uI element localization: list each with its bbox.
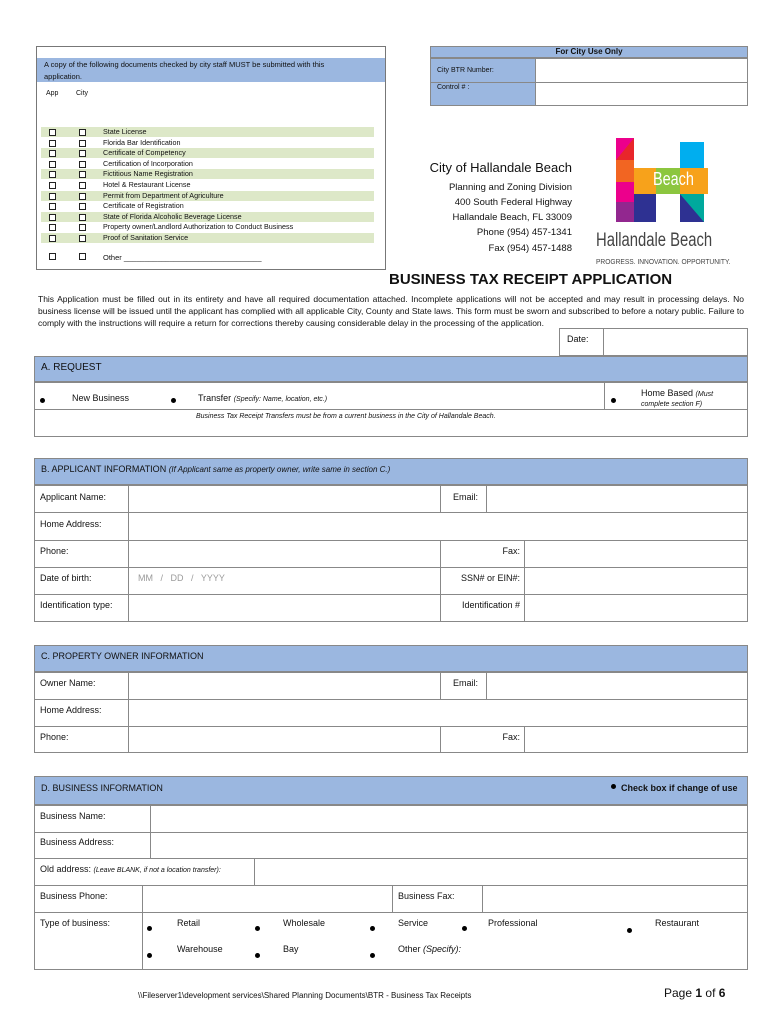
checklist-row xyxy=(41,180,374,190)
checklist-city-checkbox[interactable] xyxy=(79,193,86,200)
business-phone-label: Business Phone: xyxy=(40,891,108,901)
owner-fax-input[interactable] xyxy=(528,730,748,752)
type-other-label-wrap xyxy=(398,944,461,954)
section-b-title: B. APPLICANT INFORMATION xyxy=(41,464,167,474)
checklist-item-label: Certificate of Registration xyxy=(103,201,184,210)
checklist-row xyxy=(41,148,374,158)
owner-address-label: Home Address: xyxy=(40,705,102,715)
form-intro: This Application must be filled out in its entirety and have all required documentation attached. Incomplete applications will not be accepted and may result in processing delays. No business license will be issued until the applicant has complied with all applicable City, County and State laws. This form must be sworn and subscribed to before a notary public. Failure to comply with the instructions will require a return for corrections thereby causing considerable delay in the processing of the application. xyxy=(38,294,744,328)
type-wholesale-radio[interactable] xyxy=(255,926,260,931)
home-based-note2: complete section F) xyxy=(641,401,703,408)
business-fax-label: Business Fax: xyxy=(398,891,455,901)
business-phone-input[interactable] xyxy=(146,889,392,911)
city-division: Planning and Zoning Division xyxy=(448,182,572,193)
home-based-note1: (Must xyxy=(695,391,714,398)
old-address-input[interactable] xyxy=(258,862,748,884)
checklist-item-label: Proof of Sanitation Service xyxy=(103,233,189,242)
city-btr-input[interactable] xyxy=(538,62,747,80)
logo-tagline: PROGRESS. INNOVATION. OPPORTUNITY. xyxy=(596,259,731,266)
other-app-checkbox[interactable] xyxy=(49,253,56,260)
checklist-city-checkbox[interactable] xyxy=(79,129,86,136)
type-retail-radio[interactable] xyxy=(147,926,152,931)
checklist-item-label: Hotel & Restaurant License xyxy=(103,180,191,189)
other-city-checkbox[interactable] xyxy=(79,253,86,260)
type-warehouse-radio[interactable] xyxy=(147,953,152,958)
checklist-app-checkbox[interactable] xyxy=(49,129,56,136)
business-fax-input[interactable] xyxy=(486,889,748,911)
city-name: City of Hallandale Beach xyxy=(429,160,572,175)
checklist-app-checkbox[interactable] xyxy=(49,150,56,157)
new-business-radio[interactable] xyxy=(40,398,45,403)
transfer-text: Transfer xyxy=(198,393,232,403)
date-label: Date: xyxy=(567,334,589,344)
transfer-radio[interactable] xyxy=(171,398,176,403)
type-service-radio[interactable] xyxy=(370,926,375,931)
id-type-input[interactable] xyxy=(132,597,440,619)
applicant-phone-label: Phone: xyxy=(40,546,69,556)
ssn-input[interactable] xyxy=(528,570,748,592)
checklist-city-checkbox[interactable] xyxy=(79,214,86,221)
checklist-city-checkbox[interactable] xyxy=(79,140,86,147)
checklist-row xyxy=(41,169,374,179)
checklist-city-checkbox[interactable] xyxy=(79,182,86,189)
page-total: 6 xyxy=(718,986,726,1000)
city-fax: Fax (954) 457-1488 xyxy=(488,243,572,254)
applicant-name-label: Applicant Name: xyxy=(40,492,107,502)
dob-label: Date of birth: xyxy=(40,573,92,583)
type-wholesale-label: Wholesale xyxy=(283,918,326,928)
checklist-row xyxy=(41,201,374,211)
form-title: BUSINESS TAX RECEIPT APPLICATION xyxy=(389,271,673,288)
old-address-label: Old address: xyxy=(40,864,92,874)
ssn-label: SSN# or EIN#: xyxy=(460,573,520,583)
owner-name-input[interactable] xyxy=(132,676,440,698)
checklist-city-checkbox[interactable] xyxy=(79,224,86,231)
checklist-row xyxy=(41,159,374,169)
owner-phone-input[interactable] xyxy=(132,730,440,752)
checklist-item-label: Certification of Incorporation xyxy=(103,159,193,168)
type-other-input[interactable] xyxy=(486,942,748,964)
dob-placeholder[interactable]: MM / DD / YYYY xyxy=(138,573,225,583)
checklist-app-checkbox[interactable] xyxy=(49,140,56,147)
business-name-label: Business Name: xyxy=(40,811,106,821)
checklist-item-label: Property owner/Landlord Authorization to Conduct Business xyxy=(103,222,294,231)
checklist-city-checkbox[interactable] xyxy=(79,161,86,168)
id-number-input[interactable] xyxy=(528,597,748,619)
checklist-city-checkbox[interactable] xyxy=(79,203,86,210)
applicant-fax-label: Fax: xyxy=(502,546,520,556)
owner-fax-label: Fax: xyxy=(502,732,520,742)
section-a-title: A. REQUEST xyxy=(41,362,102,373)
owner-email-input[interactable] xyxy=(490,676,748,698)
checklist-header-text: A copy of the following documents checked by city staff MUST be submitted with this application. xyxy=(44,60,325,81)
type-other-specify: (Specify): xyxy=(423,944,462,954)
section-c-title: C. PROPERTY OWNER INFORMATION xyxy=(41,651,204,661)
change-of-use-label: Check box if change of use xyxy=(621,783,738,793)
checklist-item-label: Permit from Department of Agriculture xyxy=(103,191,224,200)
change-of-use-checkbox[interactable] xyxy=(611,784,616,789)
control-label: Control # : xyxy=(437,84,470,91)
checklist-item-label: Fictitious Name Registration xyxy=(103,169,193,178)
type-professional-label: Professional xyxy=(488,918,538,928)
city-address2: Hallandale Beach, FL 33009 xyxy=(452,212,572,223)
city-btr-label: City BTR Number: xyxy=(437,67,494,74)
hallandale-beach-logo xyxy=(596,138,736,272)
checklist-app-checkbox[interactable] xyxy=(49,171,56,178)
section-b-title-note: (If Applicant same as property owner, write same in section C.) xyxy=(168,465,391,474)
checklist-city-checkbox[interactable] xyxy=(79,150,86,157)
old-address-label-wrap xyxy=(40,864,221,874)
checklist-col-app: App xyxy=(46,90,59,97)
type-retail-label: Retail xyxy=(177,918,201,928)
type-professional-radio[interactable] xyxy=(462,926,467,931)
footer-path: \\Fileserver1\development services\Shared Planning Documents\BTR - Business Tax Receipts xyxy=(138,991,472,1000)
page-number xyxy=(664,986,725,1000)
owner-phone-label: Phone: xyxy=(40,732,69,742)
checklist-col-city: City xyxy=(76,90,89,97)
applicant-email-input[interactable] xyxy=(490,489,748,511)
type-restaurant-radio[interactable] xyxy=(627,928,632,933)
checklist-app-checkbox[interactable] xyxy=(49,214,56,221)
checklist-item-label: Florida Bar Identification xyxy=(103,138,181,147)
checklist-city-checkbox[interactable] xyxy=(79,171,86,178)
owner-address-input[interactable] xyxy=(132,703,748,725)
applicant-address-label: Home Address: xyxy=(40,519,102,529)
owner-name-label: Owner Name: xyxy=(40,678,96,688)
type-service-label: Service xyxy=(398,918,429,928)
id-number-label: Identification # xyxy=(461,600,520,610)
transfer-note: (Specify: Name, location, etc.) xyxy=(233,396,328,403)
checklist-row xyxy=(41,233,374,243)
type-warehouse-label: Warehouse xyxy=(177,944,223,954)
checklist-other: Other _________________________________ xyxy=(103,253,262,262)
applicant-address-input[interactable] xyxy=(132,516,748,538)
type-other-label: Other xyxy=(398,944,421,954)
type-of-business-label: Type of business: xyxy=(40,918,111,928)
new-business-label: New Business xyxy=(72,393,130,403)
checklist-city-checkbox[interactable] xyxy=(79,235,86,242)
business-address-input[interactable] xyxy=(154,835,748,857)
checklist-item-label: Certificate of Competency xyxy=(103,148,186,157)
checklist-app-checkbox[interactable] xyxy=(49,161,56,168)
checklist-app-checkbox[interactable] xyxy=(49,203,56,210)
home-based-radio[interactable] xyxy=(611,398,616,403)
home-based-text: Home Based xyxy=(641,388,694,398)
control-input[interactable] xyxy=(538,85,747,103)
checklist-app-checkbox[interactable] xyxy=(49,224,56,231)
logo-name: Hallandale Beach xyxy=(596,230,713,251)
page-prefix: Page xyxy=(664,986,693,1000)
checklist-app-checkbox[interactable] xyxy=(49,193,56,200)
id-type-label: Identification type: xyxy=(40,600,113,610)
page-current: 1 xyxy=(695,986,703,1000)
applicant-fax-input[interactable] xyxy=(528,543,748,565)
checklist-row xyxy=(41,138,374,148)
applicant-name-input[interactable] xyxy=(132,489,440,511)
type-bay-radio[interactable] xyxy=(255,953,260,958)
checklist-app-checkbox[interactable] xyxy=(49,182,56,189)
section-d-title: D. BUSINESS INFORMATION xyxy=(41,783,163,793)
city-phone: Phone (954) 457-1341 xyxy=(476,227,572,238)
transfer-footnote: Business Tax Receipt Transfers must be from a current business in the City of Hallandale Beach. xyxy=(196,413,496,420)
applicant-email-label: Email: xyxy=(453,492,479,502)
logo-beach-word: Beach xyxy=(653,169,694,189)
old-address-note: (Leave BLANK, if not a location transfer): xyxy=(93,867,221,874)
checklist-app-checkbox[interactable] xyxy=(49,235,56,242)
city-address1: 400 South Federal Highway xyxy=(454,197,572,208)
page-of: of xyxy=(705,986,716,1000)
applicant-phone-input[interactable] xyxy=(132,543,440,565)
checklist-row xyxy=(41,127,374,137)
checklist-item-label: State License xyxy=(103,127,147,136)
section-a-header xyxy=(34,356,748,382)
type-bay-label: Bay xyxy=(283,944,299,954)
type-restaurant-label: Restaurant xyxy=(655,918,700,928)
city-use-title: For City Use Only xyxy=(555,47,623,56)
transfer-label xyxy=(198,393,327,403)
date-input[interactable] xyxy=(607,332,746,352)
business-address-label: Business Address: xyxy=(40,837,115,847)
checklist-item-label: State of Florida Alcoholic Beverage License xyxy=(103,212,242,221)
section-b-title-wrap xyxy=(41,464,390,474)
business-name-input[interactable] xyxy=(154,809,748,831)
type-other-radio[interactable] xyxy=(370,953,375,958)
owner-email-label: Email: xyxy=(453,678,479,688)
home-based-label xyxy=(641,388,713,398)
